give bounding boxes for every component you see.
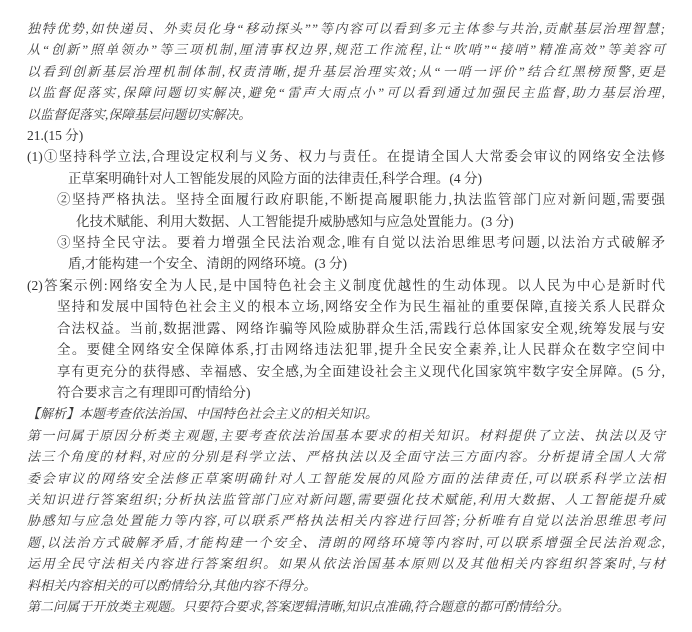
text-line: 关知识进行答案组织;分析执法监管部门应对新问题,需要强化技术赋能,利用大数据、人工智能提升威 — [27, 491, 665, 507]
text-line: 料相关内容相关的可以酌情给分,其他内容不得分。 — [27, 577, 317, 593]
text-line: (1)①坚持科学立法,合理设定权利与义务、权力与责任。在提请全国人大常委会审议的网络安全法修 — [27, 149, 665, 165]
analysis-title-line: 【解析】本题考查依法治国、中国特色社会主义的相关知识。 — [27, 406, 379, 422]
text-line: 第二问属于开放类主观题。只要符合要求,答案逻辑清晰,知识点准确,符合题意的都可酌情给分。 — [27, 598, 570, 614]
answer-part-2 — [27, 275, 665, 403]
text-line: 享有更充分的获得感、幸福感、安全感,为全面建设社会主义现代化国家筑牢数字安全屏障。(5 分, — [57, 363, 665, 379]
text-line: 法三个角度的材料,对应的分别是科学立法、严格执法以及全面守法三方面内容。分析提请全国人大常 — [27, 449, 665, 465]
text-line: 符合要求言之有理即可酌情给分) — [57, 384, 251, 400]
text-line: 从“创新”照单领办”等三项机制,厘清事权边界,规范工作流程,让“吹哨”“接哨”精准高效”等美容可 — [27, 42, 665, 58]
text-line: ③坚持全民守法。要着力增强全民法治观念,唯有自觉以法治思维思考问题,以法治方式破解矛 — [57, 235, 665, 251]
text-line: 独特优势,如快递员、外卖员化身“移动探头””等内容可以看到多元主体参与共治,贡献基层治理智慧; — [27, 21, 665, 36]
analysis-section — [27, 403, 665, 617]
text-line: 以监督促落实,保障基层问题切实解决。 — [27, 106, 252, 122]
text-line: (2)答案示例:网络安全为人民,是中国特色社会主义制度优越性的生动体现。以人民为中心是新时代 — [27, 277, 665, 293]
answer-part-1 — [27, 146, 665, 274]
text-line: 以监督促落实,保障问题切实解决,避免“雷声大雨点小”可以看到通过加强民主监督,助力基层治理, — [27, 85, 665, 101]
text-line: 化技术赋能、利用大数据、人工智能提升威胁感知与应急处置能力。(3 分) — [76, 213, 514, 229]
text-line: 题,以法治方式破解矛盾,才能构建一个安全、清朗的网络环境等内容时,可以联系增强全民法治观念, — [27, 534, 665, 550]
text-line: 坚持和发展中国特色社会主义的根本立场,网络安全作为民生福祉的重要保障,直接关系人民群众 — [57, 299, 665, 315]
text-line: 胁感知与应急处置能力等内容,可以联系严格执法相关内容进行回答;分析唯有自觉以法治思维思考问 — [27, 513, 665, 529]
text-line: 以看到创新基层治理机制体制,权责清晰,提升基层治理实效;从“一哨一评价”结合红黑榜预警,更是 — [27, 63, 665, 79]
text-line: 正草案明确针对人工智能发展的风险方面的法律责任,科学合理。(4 分) — [68, 170, 482, 186]
text-line: 盾,才能构建一个安全、清朗的网络环境。(3 分) — [68, 256, 347, 272]
text-line: 合法权益。当前,数据泄露、网络诈骗等风险威胁群众生活,需践行总体国家安全观,统筹发展与安 — [57, 320, 665, 336]
text-line: 全。要健全网络安全保障体系,打击网络违法犯罪,提升全民安全素养,让人民群众在数字空间中 — [57, 342, 665, 358]
text-line: 第一问属于原因分析类主观题,主要考查依法治国基本要求的相关知识。材料提供了立法、执法以及守 — [27, 427, 665, 443]
passage-analysis-intro — [27, 18, 665, 125]
text-line: 运用全民守法相关内容进行答案组织。如果从依法治国基本原则以及其他相关内容组织答案时,与材 — [27, 556, 665, 572]
question-21-header: 21.(15 分) — [27, 128, 84, 144]
text-line: 委会审议的网络安全法修正草案明确针对人工智能发展的风险方面的法律责任,可以联系科学立法相 — [27, 470, 665, 486]
text-line: ②坚持严格执法。坚持全面履行政府职能,不断提高履职能力,执法监管部门应对新问题,需要强 — [57, 192, 665, 208]
